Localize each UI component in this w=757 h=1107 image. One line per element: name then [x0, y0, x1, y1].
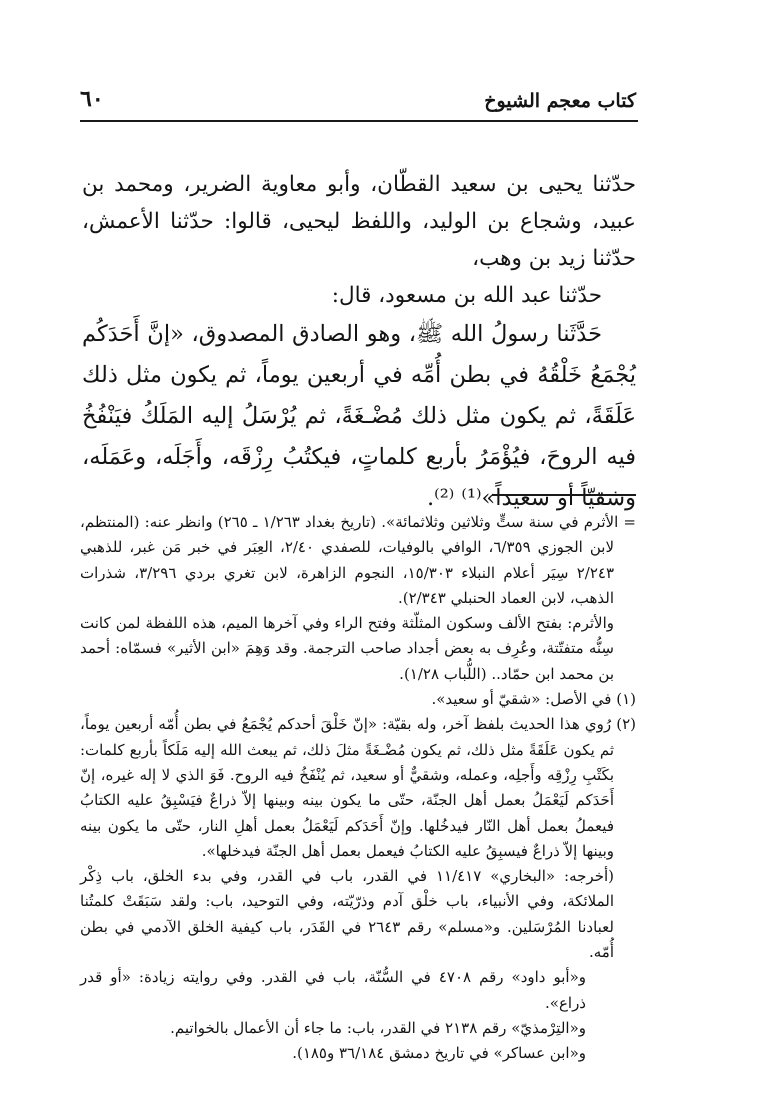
header-rule: [80, 120, 638, 122]
page-number: ٦٠: [80, 86, 104, 112]
footnote-athram-note: والأثرم: بفتح الألف وسكون المثلّثة وفتح الراء وفي آخرها الميم، هذه اللفظة لمن كانت سِنُّه متفتّتة، وعُرِف به بعض أجداد صاحب الترجمة. وقد وَهِمَ «ابن الأثير» فسمّاه: أحمد بن محمد ابن حمّاد.. (اللُّباب ١/٢٨).: [80, 614, 614, 683]
footnote-takhrij: (أخرجه: «البخاري» ١١/٤١٧ في القدر، باب في القدر، وفي بدء الخلق، باب ذِكْر الملائكة، وفي الأنبياء، باب خلْق آدم وذرّيّته، وفي التوحيد، باب: ولقد سَبَقَتْ كلمتُنا لعبادنا المُرْسَلين. و«مسلم» رقم ٢٦٤٣ في القَدَر، باب كيفية الخلق الآدمي في بطن أُمّه.: [80, 867, 614, 962]
book-title: كتاب معجم الشيوخ: [484, 90, 636, 112]
running-header: [80, 84, 636, 120]
footnote-ibn-asakir: و«ابن عساكر» في تاريخ دمشق ٣٦/١٨٤ و١٨٥).: [292, 1044, 586, 1063]
footnote-2: (٢) رُوي هذا الحديث بلفظ آخر، وله بقيّة: «إنّ خَلْقَ أحدكم يُجْمَعُ في بطن أُمّه أربعين يوماً، ثم يكون عَلَقَةً مثل ذلك، ثم يكون مُضْـغَةً مثلَ ذلك، ثم يبعث الله إليه مَلَكاً بأربع كلمات: بكَتْبِ رِزْقِه وأَجلِه، وعمله، وشقيٌّ أو سعيد، ثم يُنْفَخُ فيه الروح. فَوَ الذي لا إله غيره، إنّ أَحَدَكم لَيَعْمَلُ بعمل أهل الجنّة، حتّى ما يكون بينه وبينها إلاّ ذراعٌ فيَسْبِقُ عليه الكتابُ فيعملُ بعمل أهل النّار فيدخُلها. وإنّ أَحَدَكم لَيَعْمَلُ بعمل أهلِ النار، حتّى ما يكون بينه وبينها إلاّ ذراعٌ فيسبِقُ عليه الكتابُ فيعمل بعمل أهل الجنّة فيدخلها».: [80, 715, 636, 860]
footnotes: [80, 510, 636, 1067]
hadith-paragraph: حَدَّثَنا رسولُ الله ﷺ، وهو الصادق المصدوق، «إنَّ أَحَدَكُم يُجْمَعُ خَلْقُهُ في بطن أُمِّه في أربعين يوماً، ثم يكون مثل ذلك عَلَقَةً، ثم يكون مثل ذلك مُضْـغَةً، ثم يُرْسَلُ إليه المَلَكُ فيَنْفُخُ فيه الروحَ، فيُؤْمَرُ بأربع كلماتٍ، فيكتُبُ رِزْقَه، وأَجَلَه، وعَمَلَه، وشقيّاً أو سعيداً»⁽¹⁾ ⁽²⁾.: [82, 321, 636, 511]
footnote-separator: [492, 494, 636, 496]
isnad-continuation: حدّثنا عبد الله بن مسعود، قال:: [331, 283, 602, 308]
main-text: [82, 166, 636, 519]
footnote-continuation: = الأثرم في سنة ستٍّ وثلاثين وثلاثمائة». (تاريخ بغداد ١/٢٦٣ ـ ٢٦٥) وانظر عنه: (المنتظم، لابن الجوزي ٦/٣٥٩، الوافي بالوفيات، للصفدي ٢/٤٠، العِبَر في خبر مَن غبر، للذهبي ٢/٢٤٣ سِيَر أعلام النبلاء ١٥/٣٠٣، النجوم الزاهرة، لابن تغري بردي ٣/٢٩٦، شذرات الذهب، لابن العماد الحنبلي ٢/٣٤٣).: [80, 513, 636, 607]
isnad-paragraph: حدّثنا يحيى بن سعيد القطّان، وأبو معاوية الضرير، ومحمد بن عبيد، وشجاع بن الوليد، واللفظ ليحيى، قالوا: حدّثنا الأعمش، حدّثنا زيد بن وهب،: [82, 172, 636, 271]
footnote-abu-dawud: و«أبو داود» رقم ٤٧٠٨ في السُّنّة، باب في القدر. وفي روايته زيادة: «أو قدر ذراع».: [80, 968, 586, 1012]
footnote-1: (١) في الأصل: «شقيّ أو سعيد».: [431, 690, 636, 709]
footnote-tirmidhi: و«التِرْمذيّ» رقم ٢١٣٨ في القدر، باب: ما جاء أن الأعمال بالخواتيم.: [170, 1018, 586, 1037]
